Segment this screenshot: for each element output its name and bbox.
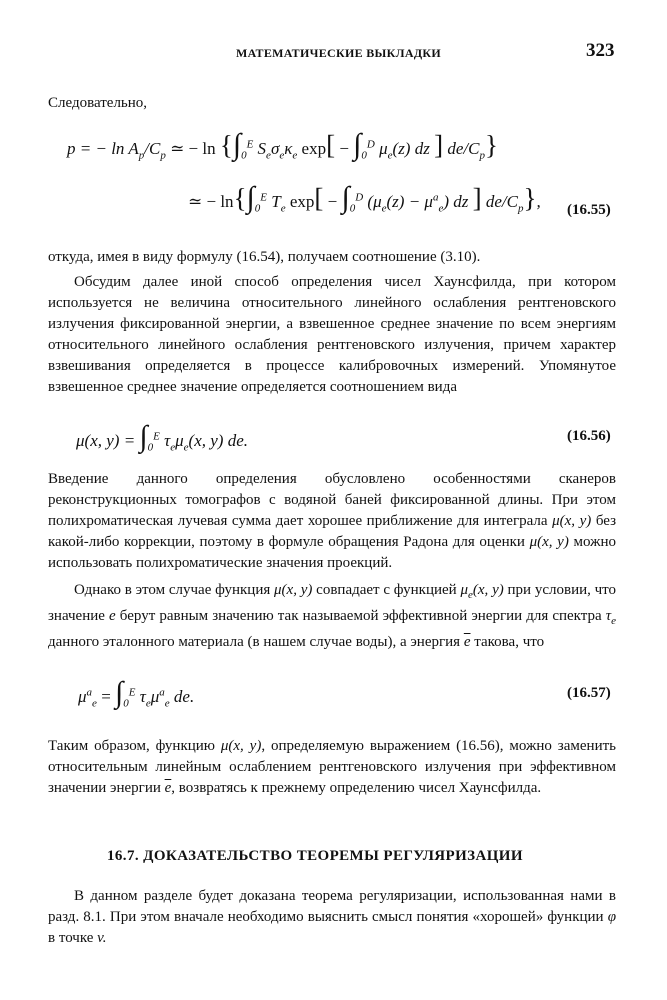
brace-open-icon: { <box>219 130 233 160</box>
eq57-mu-sup: a <box>159 686 165 699</box>
paragraph-after-16-55: откуда, имея в виду формулу (16.54), получаем соотношение (3.10). <box>48 249 481 265</box>
eq55b-inner: (μ <box>367 192 382 211</box>
paragraph-thus <box>48 736 616 799</box>
eq55-lower: 0 <box>241 149 247 162</box>
eq55-sigma: σ <box>270 139 280 158</box>
integral-icon: ∫ <box>232 128 242 161</box>
then-tau-sub: e <box>611 615 617 627</box>
eq55-upper: E <box>246 138 254 151</box>
eq55-approx: ≃ − ln <box>170 139 216 158</box>
eq57-de: de. <box>173 687 195 706</box>
intro-mu-2: μ(x, y) <box>529 534 569 550</box>
eq55-lower-d: 0 <box>361 149 367 162</box>
eq55b-tail: , <box>536 192 541 211</box>
eq55-sub-e2: e <box>279 149 285 162</box>
intro-part-b: без какой-либо коррекции, поэтому в формуле обращения Радона для оценки <box>48 513 617 550</box>
page-number: 323 <box>586 40 615 61</box>
eq57-sup: a <box>86 686 93 699</box>
eq55-over: /C <box>144 139 161 158</box>
brace-close-icon: } <box>484 130 498 160</box>
then-part-e: данного эталонного материала (в нашем случае воды), а энергия <box>48 634 461 650</box>
eq56-lhs: μ(x, y) = <box>76 431 136 450</box>
bracket-open-icon: [ <box>314 183 324 213</box>
integral-icon: ∫ <box>341 181 350 214</box>
eq55b-de: de/C <box>485 192 518 211</box>
eq55-mu-sub: e <box>387 149 393 162</box>
eq56-tau: τ <box>164 431 171 450</box>
eq55-sub-p2: p <box>160 149 166 162</box>
then-ebar-sub: e <box>468 589 473 601</box>
eq55b-de-sub: p <box>517 202 524 215</box>
lead-text: Следовательно, <box>48 95 148 111</box>
eq56-mu: μ <box>175 431 184 450</box>
running-title: МАТЕМАТИЧЕСКИЕ ВЫКЛАДКИ <box>236 46 442 60</box>
eq55-de-sub: p <box>479 149 485 162</box>
then-ebar: $\overline{e}$ <box>463 634 471 650</box>
thus-part-b: , определяемую выражением (16.56), можно заменить относительным линейным ослаблением рентгеновского излучения при эффективном значении энергии <box>48 738 616 796</box>
section-heading: 16.7. ДОКАЗАТЕЛЬСТВО ТЕОРЕМЫ РЕГУЛЯРИЗАЦИИ <box>107 848 523 864</box>
eq55-mu: μ <box>379 139 388 158</box>
intro-part-a: Введение данного определения обусловлено особенностями сканеров реконструкционных томографов с водяной баней фиксированной длины. При этом полихроматическая лучевая сумма дает хорошее приближение для интеграла <box>48 471 616 529</box>
eq55-dz: (z) dz <box>392 139 430 158</box>
eq55-sub-e3: e <box>292 149 298 162</box>
last-phi: φ <box>607 909 616 925</box>
bracket-close-icon: ] <box>434 130 444 160</box>
eq55-upper-d: D <box>366 138 375 151</box>
eq55-de: de/C <box>447 139 480 158</box>
eq57-tau: τ <box>139 687 146 706</box>
eq55-minus: − <box>339 139 349 158</box>
brace-close-icon: } <box>523 183 537 213</box>
eq55b-approx: ≃ − ln <box>188 192 234 211</box>
eq57-lower: 0 <box>123 697 129 710</box>
eq57-upper: E <box>128 686 136 699</box>
integral-icon: ∫ <box>246 181 255 214</box>
eq56-rest: (x, y) de. <box>188 431 249 450</box>
eq55b-inner-sub: e <box>381 202 387 215</box>
then-mu: μ(x, y) <box>274 582 313 598</box>
eq56-mu-sub: e <box>183 441 189 454</box>
bracket-open-icon: [ <box>326 130 336 160</box>
eq57-sub: e <box>92 697 97 710</box>
intro-mu-1: μ(x, y) <box>552 513 592 529</box>
paragraph-discuss: Обсудим далее иной способ определения чисел Хаунсфилда, при котором используется не величина относительного линейного ослабления рентгеновского излучения фиксированной энергии, а взвешенное среднее значение по всем энергиям относительного линейного ослабления рентгеновского излучения, причем характер взвешивания определяется в процессе калибровочных измерений. Упомянутое взвешенное среднее значение определяется соотношением вида <box>48 274 616 395</box>
eq57-eq: = <box>101 687 111 706</box>
equation-number-16-56: (16.56) <box>567 428 611 444</box>
equation-16-55-line-1 <box>67 128 498 162</box>
eq57-lhs: μ <box>78 687 87 706</box>
eq55-S: S <box>257 139 267 158</box>
brace-open-icon: { <box>233 183 247 213</box>
then-part-a: Однако в этом случае функция <box>74 582 271 598</box>
thus-ebar: $\overline{e}$ <box>164 780 172 796</box>
eq55b-sub-e: e <box>438 202 444 215</box>
eq55b-exp: exp <box>289 192 315 211</box>
then-part-f: такова, что <box>474 634 545 650</box>
thus-part-c: , возвратясь к прежнему определению чисел Хаунсфилда. <box>171 780 542 796</box>
bracket-close-icon: ] <box>472 183 482 213</box>
eq55b-upper-d: D <box>355 191 364 204</box>
eq57-mu: μ <box>150 687 160 706</box>
eq57-tau-sub: e <box>145 697 151 710</box>
eq55b-minus: − <box>327 192 338 211</box>
eq55b-dz: ) dz <box>443 192 469 211</box>
eq55b-upper: E <box>260 191 267 204</box>
integral-icon: ∫ <box>353 128 362 161</box>
eq57-mu-sub: e <box>164 697 170 710</box>
eq55-sub-e1: e <box>266 149 271 162</box>
integral-icon: ∫ <box>139 420 148 453</box>
then-part-d: берут равным значению так называемой эффективной энергии для спектра <box>119 608 602 624</box>
eq55b-T: T <box>271 192 281 211</box>
equation-16-57 <box>78 676 194 710</box>
eq55b-inner2: (z) − μ <box>386 192 433 211</box>
eq55b-lower-d: 0 <box>349 202 356 215</box>
eq56-upper: E <box>153 430 160 443</box>
then-tau: τ <box>605 608 612 624</box>
then-e: e <box>109 608 116 624</box>
last-part-a: В данном разделе будет доказана теорема регуляризации, использованная нами в разд. 8.1. При этом вначале необходимо выяснить смысл понятия «хорошей» функции <box>48 888 616 925</box>
thus-part-a: Таким образом, функцию <box>48 738 215 754</box>
integral-icon: ∫ <box>115 676 124 709</box>
paragraph-last <box>48 886 616 949</box>
eq55b-lower: 0 <box>254 202 261 215</box>
paragraph-intro <box>48 469 616 574</box>
eq55-lhs: p = − ln A <box>67 139 139 158</box>
intro-part-c: можно использовать полихроматические значения проекций. <box>48 534 617 571</box>
equation-number-16-57: (16.57) <box>567 685 611 701</box>
last-part-b: в точке <box>48 930 94 946</box>
then-part-b: совпадает с функцией <box>316 582 457 598</box>
eq55b-T-sub: e <box>280 202 286 215</box>
eq55-exp: exp <box>301 139 327 158</box>
eq56-lower: 0 <box>147 441 154 454</box>
then-part-c: при условии, что значение <box>48 582 617 624</box>
eq55-sub-p: p <box>138 149 145 162</box>
paragraph-then: Однако в этом случае функция μ(x, y) совпадает с функцией $\mu_e(x$, y) при условии, что значение e берут равным значению так называемой эффективной энергии для спектра $\tau_e$ данного эталонного материала (в нашем случае воды), а энергия $\overline{e}$ такова, что <box>48 582 617 650</box>
eq55b-sup-a: a <box>432 191 439 204</box>
equation-16-56 <box>76 420 248 454</box>
equation-16-55-line-2 <box>188 181 541 215</box>
eq56-tau-sub: e <box>170 441 176 454</box>
then-mu-ebar: μ <box>460 582 469 598</box>
last-v: v. <box>97 930 107 946</box>
thus-mu: μ(x, y) <box>220 738 262 754</box>
equation-number-16-55: (16.55) <box>567 202 611 218</box>
eq55-kappa: κ <box>284 139 293 158</box>
